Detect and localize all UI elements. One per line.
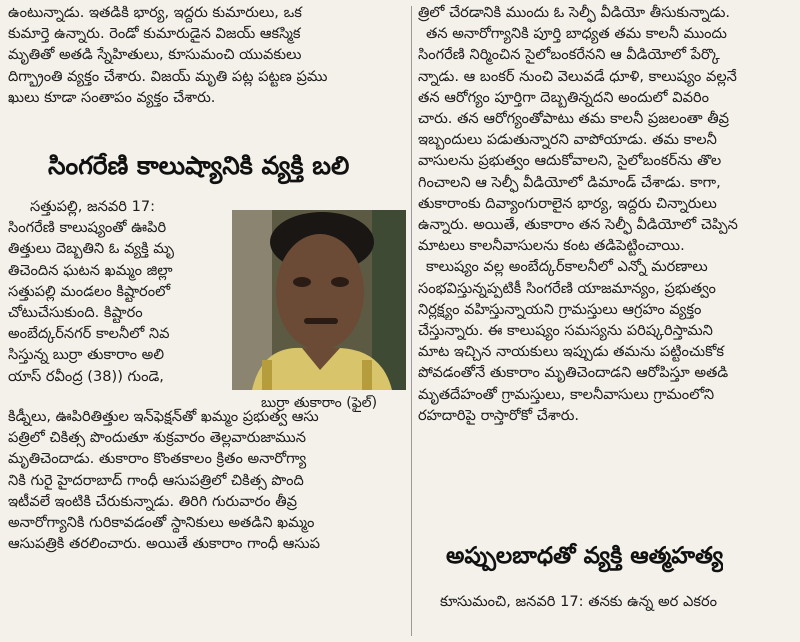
text-line: సింగరేణి కాలుష్యంతో ఊపిరి bbox=[8, 219, 167, 237]
text-line: ఇబ్బందులు పడుతున్నారని వాపోయాడు. తమ కాలనీ bbox=[418, 131, 717, 149]
text-line: వాసులను ప్రభుత్వం ఆదుకోవాలని, సైలోబంకర్‌ను తొల bbox=[418, 152, 722, 170]
text-line: మృతదేహంతో గ్రామస్తులు, కాలనీవాసులు గ్రామంలోని bbox=[418, 385, 715, 403]
text-line: సత్తుపల్లి మండలం కిష్టారంలో bbox=[8, 282, 171, 300]
text-line: తన ఆరోగ్యం పూర్తిగా దెబ్బతిన్నదని అందులో వివరిం bbox=[418, 88, 710, 106]
text-line: మృతితో అతడి స్నేహితులు, కూసుమంచి యువకులు bbox=[8, 46, 302, 64]
text-line: కిడ్నీలు, ఊపిరితిత్తుల ఇన్‌ఫెక్షన్‌తో ఖమ్మం ప్రభుత్వ ఆసు bbox=[8, 408, 319, 425]
article-2-text bbox=[418, 591, 792, 612]
text-line: తిచెందిన ఘటన ఖమ్మం జిల్లా bbox=[8, 261, 173, 279]
text-line: సింగరేణి నిర్మించిన సైలోబంకరేనని ఆ వీడియోలో పేర్కొ bbox=[418, 46, 720, 64]
text-line: మాటలు కాలనీవాసులను కంట తడిపెట్టించాయి. bbox=[418, 237, 685, 255]
text-line: కాలుష్యం వల్ల అంబేద్కర్‌కాలనీలో ఎన్నో మరణాలు bbox=[426, 258, 708, 276]
text-line: ఆసుపత్రికి తరలించారు. అయితే తుకారాం గాంధీ ఆసుప bbox=[8, 535, 321, 553]
text-line: యాస్ రవీంద్ర (38)) గుండె, bbox=[8, 367, 164, 385]
headline-singareni-pollution: సింగరేణి కాలుష్యానికి వ్యక్తి బలి bbox=[48, 151, 350, 180]
text-line: అనారోగ్యానికి గురికావడంతో స్థానికులు అతడిని ఖమ్మం bbox=[8, 514, 315, 532]
text-line: తుకారాంకు దివ్యాంగురాలైన భార్య, ఇద్దరు చిన్నారులు bbox=[418, 194, 717, 212]
text-line: నికి గురై హైదరాబాద్ గాంధీ ఆసుపత్రిలో చికిత్స పొంది bbox=[8, 471, 304, 489]
text-line: ఇటీవలే ఇంటికి చేరుకున్నాడు. తిరిగి గురువారం తీవ్ర bbox=[8, 492, 298, 510]
text-line: చోటుచేసుకుంది. కిష్టారం bbox=[8, 304, 143, 322]
text-line: నిర్లక్ష్యం వహిస్తున్నాయని గ్రామస్తులు ఆగ్రహం వ్యక్తం bbox=[418, 300, 702, 318]
text-line: సత్తుపల్లి, జనవరి 17: bbox=[30, 198, 156, 215]
text-line: దిగ్భ్రాంతి వ్యక్తం చేశారు. విజయ్ మృతి పట్ల పట్టణ ప్రము bbox=[8, 67, 328, 85]
text-line: సంభవిస్తున్నప్పటికీ సింగరేణి యాజమాన్యం, ప్రభుత్వం bbox=[418, 279, 716, 297]
photo-burra-tukaram bbox=[232, 210, 406, 390]
text-line: మృతిచెందాడు. తుకారాం కొంతకాలం క్రితం అనారోగ్యా bbox=[8, 450, 307, 468]
text-line: ఖులు కూడా సంతాపం వ్యక్తం చేశారు. bbox=[8, 88, 216, 106]
article-1-beside-photo-text bbox=[8, 196, 224, 387]
text-line: కుమార్తె ఉన్నారు. రెండో కుమారుడైన విజయ్ ఆకస్మిక bbox=[8, 25, 301, 43]
text-line: చేస్తున్నారు. ఈ కాలుష్యం సమస్యను పరిష్కరిస్తామని bbox=[418, 322, 713, 340]
text-line: కూసుమంచి, జనవరి 17: తనకు ఉన్న అర ఎకరం bbox=[440, 593, 717, 610]
text-line: తిత్తులు దెబ్బతిని ఓ వ్యక్తి మృ bbox=[8, 240, 174, 258]
article-1-continued-text bbox=[418, 2, 792, 426]
text-line: మాట ఇచ్చిన నాయకులు ఇప్పుడు తమను పట్టించుకోక bbox=[418, 343, 725, 361]
article-1-body-text bbox=[8, 406, 408, 554]
headline-debt-suicide: అప్పులబాధతో వ్యక్తి ఆత్మహత్య bbox=[446, 543, 724, 569]
article-top-text bbox=[8, 2, 408, 108]
text-line: పత్రిలో చికిత్స పొందుతూ శుక్రవారం తెల్లవారుజామున bbox=[8, 429, 306, 447]
text-line: ఉన్నారు. అయితే, తుకారాం తన సెల్ఫీ వీడియోలో చెప్పిన bbox=[418, 216, 738, 234]
photo-caption: బుర్రా తుకారాం (ఫైల్) bbox=[260, 395, 378, 411]
text-line: త్రిలో చేరడానికి ముందు ఓ సెల్ఫీ వీడియో తీసుకున్నాడు. bbox=[418, 4, 731, 21]
text-line: సిస్తున్న బుర్రా తుకారాం అలి bbox=[8, 346, 165, 364]
text-line: అంబేద్కర్‌నగర్ కాలనీలో నివ bbox=[8, 325, 170, 343]
text-line: రహదారిపై రాస్తారోకో చేశారు. bbox=[418, 406, 580, 424]
text-line: న్నాడు. ఆ బంకర్ నుంచి వెలువడే ధూళి, కాలుష్యం వల్లనే bbox=[418, 67, 737, 85]
portrait-illustration bbox=[232, 210, 406, 390]
text-line: తన అనారోగ్యానికి పూర్తి బాధ్యత తమ కాలనీ ముందు bbox=[426, 25, 727, 43]
column-divider bbox=[411, 6, 412, 636]
text-line: ఉంటున్నాడు. ఇతడికి భార్య, ఇద్దరు కుమారులు, ఒక bbox=[8, 4, 302, 21]
text-line: గించాలని ఆ సెల్ఫీ వీడియోలో డిమాండ్ చేశాడు. కాగా, bbox=[418, 173, 721, 191]
text-line: చారు. తన ఆరోగ్యంతోపాటు తమ కాలనీ ప్రజలంతా తీవ్ర bbox=[418, 110, 730, 128]
text-line: పోవడంతోనే తుకారాం మృతిచెందాడని ఆరోపిస్తూ అతడి bbox=[418, 364, 729, 382]
